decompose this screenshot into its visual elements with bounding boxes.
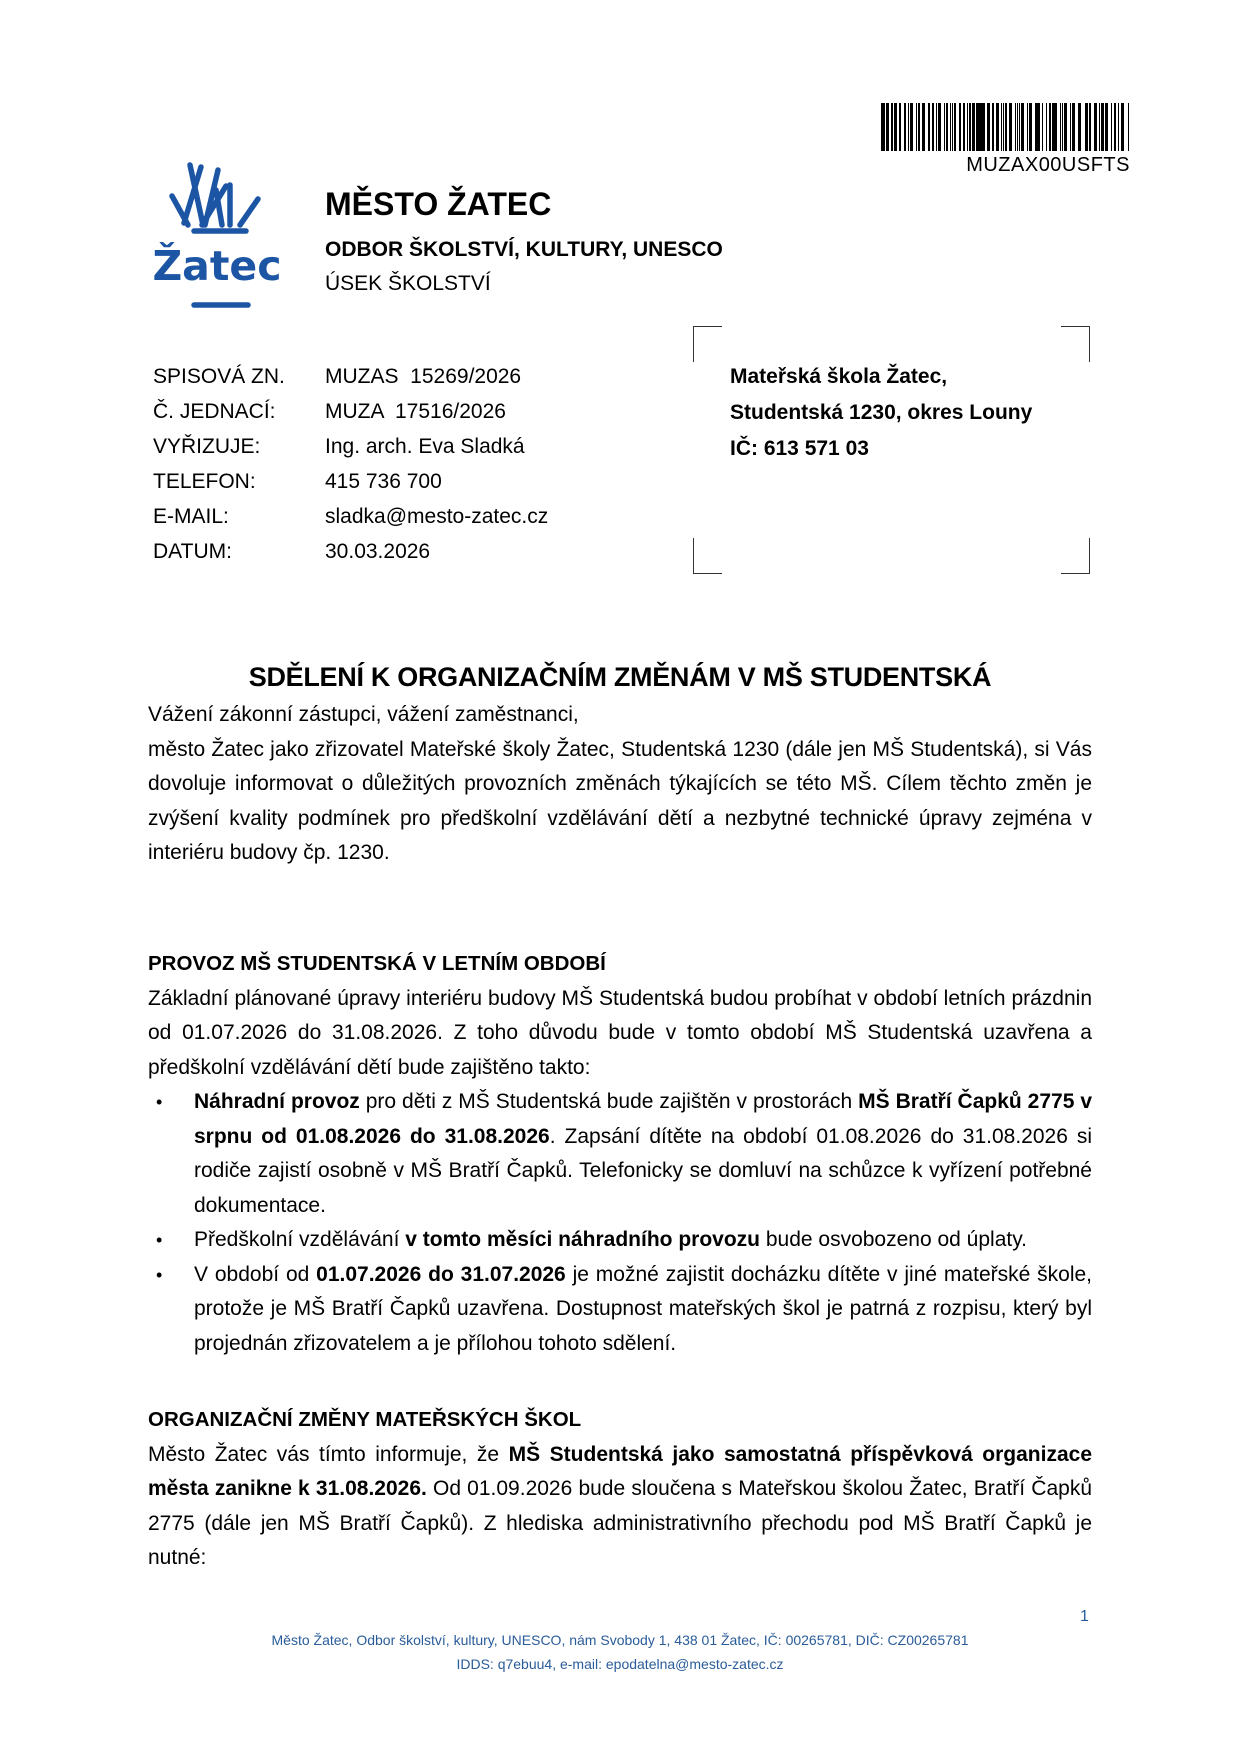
meta-value: 415 736 700 — [325, 470, 442, 493]
list-item — [148, 1258, 1092, 1362]
meta-row-email — [153, 505, 548, 540]
text: Od 01.09.2026 bude sloučena s Mateřskou školou Žatec, Bratří Čapků 2775 (dále jen MŠ Bratří Čapků). Z hlediska administrativního přechodu pod MŠ Bratří Čapků je nutné: — [148, 1477, 1092, 1569]
meta-label: VYŘIZUJE: — [153, 435, 261, 458]
recipient-address — [730, 365, 1032, 473]
meta-row-ref-no — [153, 400, 548, 435]
zatec-logo-icon — [130, 150, 300, 320]
barcode-code: MUZAX00USFTS — [966, 154, 1130, 176]
page-number: 1 — [1080, 1608, 1089, 1625]
meta-value: MUZA 17516/2026 — [325, 400, 506, 423]
section-heading: PROVOZ MŠ STUDENTSKÁ V LETNÍM OBDOBÍ — [148, 952, 606, 975]
text: V období od — [194, 1262, 317, 1286]
document-title: SDĚLENÍ K ORGANIZAČNÍM ZMĚNÁM V MŠ STUDENTSKÁ — [248, 662, 992, 692]
org-title: MĚSTO ŽATEC — [325, 186, 552, 222]
text: bude osvobozeno od úplaty. — [760, 1228, 1027, 1251]
text: je možné zajistit docházku dítěte v jiné mateřské škole, protože je MŠ Bratří Čapků uzavřena. Dostupnost mateřských škol je patrná z rozpisu, který byl projednán zřizovatelem a je přílohou tohoto sdělení. — [194, 1262, 1093, 1355]
text: Předškolní vzdělávání — [194, 1228, 406, 1251]
recipient-street: Studentská 1230, okres Louny — [730, 401, 1033, 424]
bold-text: MŠ Bratří Čapků 2775 v srpnu od 01.08.2026 do 31.08.2026 — [194, 1090, 1093, 1148]
bold-text: Náhradní provoz — [194, 1090, 360, 1113]
recipient-id: IČ: 613 571 03 — [730, 437, 869, 460]
footer-contact: IDDS: q7ebuu4, e-mail: epodatelna@mesto-zatec.cz — [456, 1656, 784, 1672]
meta-value: 30.03.2026 — [325, 540, 431, 563]
recipient-name: Mateřská škola Žatec, — [730, 365, 948, 388]
section-paragraph: Základní plánované úpravy interiéru budovy MŠ Studentská budou probíhat v období letních prázdnin od 01.07.2026 do 31.08.2026. Z toho důvodu bude v tomto období MŠ Studentská uzavřena a předškolní vzdělávání dětí bude zajištěno takto: — [148, 986, 1092, 1079]
address-corner-mark — [1061, 538, 1090, 574]
intro — [148, 698, 1092, 871]
barcode — [880, 103, 1130, 151]
department-section: ÚSEK ŠKOLSTVÍ — [325, 272, 491, 295]
text: pro děti z MŠ Studentská bude zajištěn v prostorách — [359, 1090, 859, 1113]
meta-label: DATUM: — [153, 540, 232, 563]
meta-row-date — [153, 540, 548, 575]
meta-value: sladka@mesto-zatec.cz — [325, 505, 549, 528]
list-item — [148, 1085, 1092, 1223]
section-organizational-changes — [148, 1403, 1092, 1576]
section-paragraph — [148, 1438, 1092, 1576]
meta-value: Ing. arch. Eva Sladká — [325, 435, 525, 458]
address-corner-mark — [693, 538, 722, 574]
text: Město Žatec vás tímto informuje, že — [148, 1442, 509, 1466]
intro-paragraph: město Žatec jako zřizovatel Mateřské školy Žatec, Studentská 1230 (dále jen MŠ Studentská), si Vás dovoluje informovat o důležitých provozních změnách týkajících se této MŠ. Cílem těchto změn je zvýšení kvality podmínek pro předškolní vzdělávání dětí a nezbytné technické úpravy zejména v interiéru budovy čp. 1230. — [148, 737, 1092, 864]
meta-label: TELEFON: — [153, 470, 256, 493]
greeting: Vážení zákonní zástupci, vážení zaměstnanci, — [148, 703, 579, 726]
section-heading: ORGANIZAČNÍ ZMĚNY MATEŘSKÝCH ŠKOL — [148, 1408, 582, 1431]
address-corner-mark — [1061, 326, 1090, 362]
department: ODBOR ŠKOLSTVÍ, KULTURY, UNESCO — [325, 238, 723, 261]
meta-row-phone — [153, 470, 548, 505]
address-corner-mark — [693, 326, 722, 362]
meta-label: E-MAIL: — [153, 505, 229, 528]
meta-row-file-no — [153, 365, 548, 400]
meta-label: Č. JEDNACÍ: — [153, 400, 276, 423]
list-item — [148, 1223, 1092, 1258]
bold-text: MŠ Studentská jako samostatná příspěvková organizace města zanikne k 31.08.2026. — [148, 1442, 1092, 1500]
svg-text:Žatec: Žatec — [152, 242, 282, 290]
section-summer-operation — [148, 947, 1092, 1361]
text: . Zapsání dítěte na období 01.08.2026 do 31.08.2026 si rodiče zajistí osobně v MŠ Bratří Čapků. Telefonicky se domluví na schůzce k vyřízení potřebné dokumentace. — [194, 1124, 1092, 1217]
meta-row-handler — [153, 435, 548, 470]
bold-text: 01.07.2026 do 31.07.2026 — [316, 1262, 566, 1286]
reference-block — [153, 365, 548, 575]
footer-address: Město Žatec, Odbor školství, kultury, UNESCO, nám Svobody 1, 438 01 Žatec, IČ: 00265781, DIČ: CZ00265781 — [271, 1632, 969, 1648]
bold-text: v tomto měsíci náhradního provozu — [405, 1228, 760, 1251]
bullet-list — [148, 1085, 1092, 1361]
meta-value: MUZAS 15269/2026 — [325, 365, 522, 388]
meta-label: SPISOVÁ ZN. — [153, 365, 285, 388]
